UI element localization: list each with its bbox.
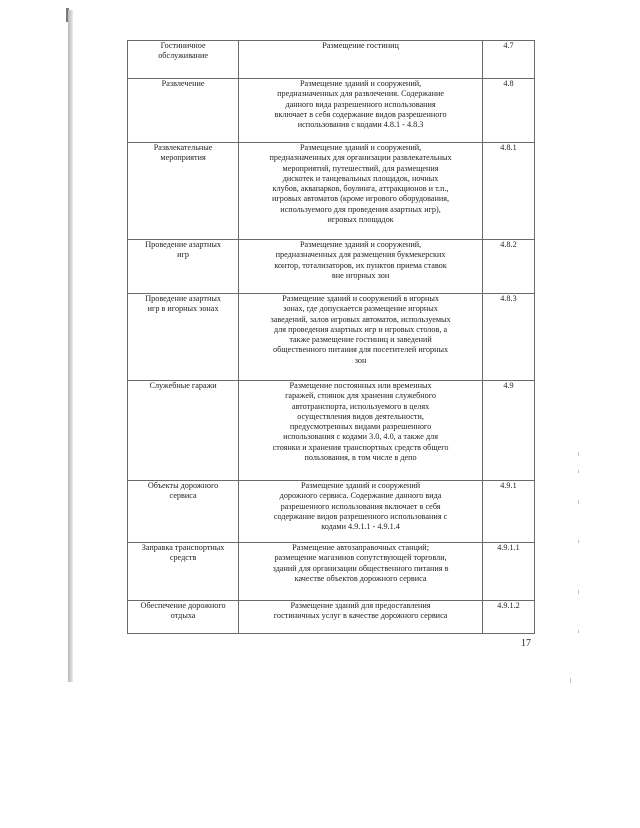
use-code-cell: 4.8 [482, 79, 534, 143]
table-row [128, 294, 535, 381]
table-row [128, 601, 535, 634]
use-description-cell: Размещение зданий и сооружений, предназначенных для развлечения. Содержание данного вида разрешенного использования включает в себя содержание видов разрешенного использования с кодами 4.8.1 - 4.8.3 [239, 79, 483, 143]
table-row [128, 240, 535, 294]
table-row [128, 381, 535, 481]
scan-edge-shadow [68, 10, 73, 682]
table-row [128, 481, 535, 543]
table-row [128, 543, 535, 601]
scan-noise [578, 540, 579, 543]
use-code-cell: 4.9.1.2 [482, 601, 534, 634]
use-code-cell: 4.8.1 [482, 143, 534, 240]
table-row [128, 41, 535, 79]
scan-noise [578, 630, 579, 633]
use-code-cell: 4.9.1.1 [482, 543, 534, 601]
use-description-cell: Размещение автозаправочных станций; размещение магазинов сопутствующей торговли, зданий для организации общественного питания в качестве объектов дорожного сервиса [239, 543, 483, 601]
use-description-cell: Размещение гостиниц [239, 41, 483, 79]
scan-noise [578, 470, 579, 473]
scan-noise [578, 590, 579, 594]
use-description-cell: Размещение зданий и сооружений дорожного сервиса. Содержание данного вида разрешенного использования включает в себя содержание видов разрешенного использования с кодами 4.9.1.1 - 4.9.1.4 [239, 481, 483, 543]
use-description-cell: Размещение зданий и сооружений, предназначенных для организации развлекательных мероприятий, путешествий, для размещения дискотек и танцевальных площадок, ночных клубов, аквапарков, боулинга, аттракционов и т.п., игровых автоматов (кроме игрового оборудования, используемого для проведения азартных игр), игровых площадок [239, 143, 483, 240]
use-description-cell: Размещение зданий и сооружений, предназначенных для размещения букмекерских контор, тотализаторов, их пунктов приема ставок вне игорных зон [239, 240, 483, 294]
use-name-cell: Обеспечение дорожного отдыха [128, 601, 239, 634]
use-description-cell: Размещение зданий и сооружений в игорных зонах, где допускается размещение игорных заведений, залов игровых автоматов, используемых для проведения азартных игр и игровых столов, а также размещение гостиниц и заведений общественного питания для посетителей игорных зон [239, 294, 483, 381]
use-code-cell: 4.7 [482, 41, 534, 79]
use-name-cell: Проведение азартных игр [128, 240, 239, 294]
scan-noise [570, 678, 571, 683]
use-code-cell: 4.8.3 [482, 294, 534, 381]
use-name-cell: Служебные гаражи [128, 381, 239, 481]
use-name-cell: Гостиничное обслуживание [128, 41, 239, 79]
use-description-cell: Размещение постоянных или временных гаражей, стоянок для хранения служебного автотранспорта, используемого в целях осуществления видов деятельности, предусмотренных видами разрешенного использования с кодами 3.0, 4.0, а также для стоянки и хранения транспортных средств общего пользования, в том числе в депо [239, 381, 483, 481]
use-name-cell: Развлекательные мероприятия [128, 143, 239, 240]
use-name-cell: Объекты дорожного сервиса [128, 481, 239, 543]
use-name-cell: Развлечение [128, 79, 239, 143]
use-name-cell: Проведение азартных игр в игорных зонах [128, 294, 239, 381]
use-code-cell: 4.8.2 [482, 240, 534, 294]
table-row [128, 143, 535, 240]
use-name-cell: Заправка транспортных средств [128, 543, 239, 601]
page-number: 17 [521, 638, 531, 649]
scan-noise [578, 452, 579, 456]
scan-noise [578, 500, 579, 504]
land-use-table [127, 40, 535, 634]
use-code-cell: 4.9 [482, 381, 534, 481]
table-row [128, 79, 535, 143]
use-code-cell: 4.9.1 [482, 481, 534, 543]
use-description-cell: Размещение зданий для предоставления гостиничных услуг в качестве дорожного сервиса [239, 601, 483, 634]
